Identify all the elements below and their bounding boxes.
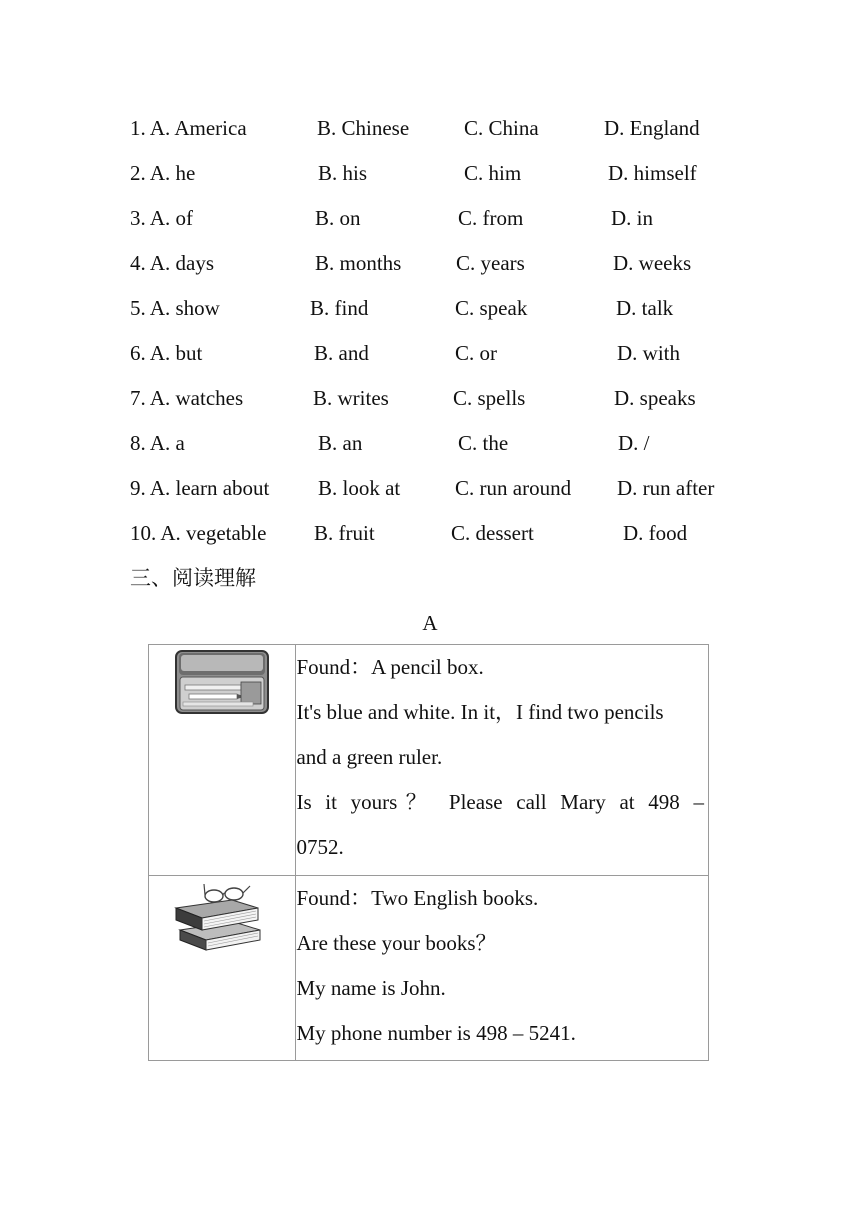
option-c: C. dessert <box>451 521 534 545</box>
notice-line: Is it yours？ Please call Mary at 498 – <box>296 790 704 814</box>
notice-line: Are these your books？ <box>296 931 497 955</box>
notice-line: My phone number is 498 – 5241. <box>296 1021 576 1045</box>
notices-table <box>148 644 709 1061</box>
option-a: 4. A. days <box>130 251 214 275</box>
option-c: C. or <box>455 341 497 365</box>
option-b: B. an <box>318 431 363 455</box>
option-b: B. find <box>310 296 369 320</box>
option-row-10 <box>0 518 860 548</box>
option-d: D. himself <box>608 161 697 185</box>
option-b: B. Chinese <box>317 116 410 140</box>
notice-line: Found：A pencil box. <box>296 655 484 679</box>
option-a: 9. A. learn about <box>130 476 270 500</box>
option-row-4 <box>0 248 860 278</box>
passage-label: A <box>422 611 438 635</box>
notice-line: 0752. <box>296 835 344 859</box>
notice-image-cell <box>149 645 296 876</box>
option-b: B. look at <box>318 476 401 500</box>
option-a: 6. A. but <box>130 341 203 365</box>
option-d: D. food <box>623 521 688 545</box>
option-row-7 <box>0 383 860 413</box>
option-row-2 <box>0 158 860 188</box>
option-b: B. fruit <box>314 521 375 545</box>
option-a: 10. A. vegetable <box>130 521 267 545</box>
option-c: C. years <box>456 251 525 275</box>
option-b: B. and <box>314 341 369 365</box>
option-d: D. speaks <box>614 386 696 410</box>
option-c: C. China <box>464 116 539 140</box>
option-a: 2. A. he <box>130 161 196 185</box>
option-c: C. the <box>458 431 509 455</box>
notice-line: Found：Two English books. <box>296 886 539 910</box>
notice-text-cell <box>296 876 709 1061</box>
notice-image-cell <box>149 876 296 1061</box>
option-d: D. weeks <box>613 251 692 275</box>
option-c: C. speak <box>455 296 528 320</box>
section-heading: 三、阅读理解 <box>130 566 256 590</box>
option-d: D. talk <box>616 296 674 320</box>
notice-line: It's blue and white. In it，I find two pencils <box>296 700 664 724</box>
option-d: D. run after <box>617 476 715 500</box>
option-a: 3. A. of <box>130 206 193 230</box>
option-row-9 <box>0 473 860 503</box>
option-c: C. run around <box>455 476 572 500</box>
option-row-1 <box>0 113 860 143</box>
option-row-3 <box>0 203 860 233</box>
option-b: B. months <box>315 251 402 275</box>
notice-row <box>149 645 709 876</box>
option-a: 1. A. America <box>130 116 247 140</box>
option-a: 5. A. show <box>130 296 220 320</box>
option-b: B. his <box>318 161 368 185</box>
option-row-6 <box>0 338 860 368</box>
option-c: C. from <box>458 206 524 230</box>
option-b: B. writes <box>313 386 389 410</box>
option-row-5 <box>0 293 860 323</box>
option-d: D. England <box>604 116 700 140</box>
option-c: C. spells <box>453 386 526 410</box>
option-a: 7. A. watches <box>130 386 244 410</box>
notice-text-cell <box>296 645 709 876</box>
books-image <box>174 880 270 956</box>
notice-row <box>149 876 709 1061</box>
notice-line: My name is John. <box>296 976 446 1000</box>
notice-line: and a green ruler. <box>296 745 443 769</box>
option-d: D. with <box>617 341 680 365</box>
option-a: 8. A. a <box>130 431 185 455</box>
pencil-box-image <box>175 649 269 715</box>
option-c: C. him <box>464 161 522 185</box>
option-b: B. on <box>315 206 361 230</box>
option-d: D. / <box>618 431 650 455</box>
option-d: D. in <box>611 206 653 230</box>
option-row-8 <box>0 428 860 458</box>
